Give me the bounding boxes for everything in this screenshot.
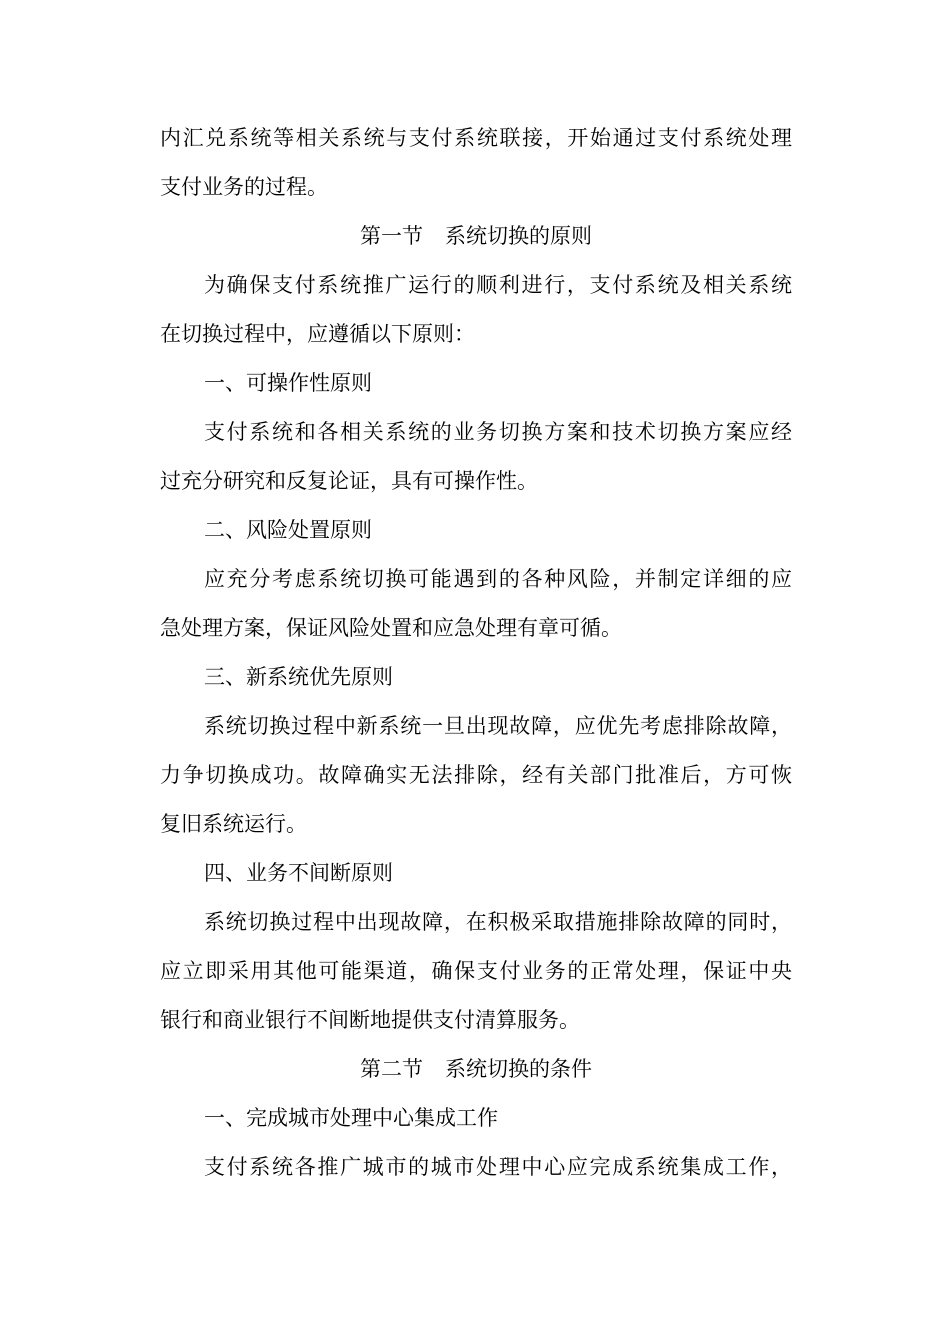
principle-heading: 四、业务不间断原则 [204, 861, 393, 885]
paragraph-line: 应充分考虑系统切换可能遇到的各种风险，并制定详细的应 [204, 567, 792, 591]
paragraph-line: 为确保支付系统推广运行的顺利进行，支付系统及相关系统 [204, 273, 792, 297]
paragraph-line: 应立即采用其他可能渠道，确保支付业务的正常处理，保证中央 [160, 959, 792, 983]
condition-heading: 一、完成城市处理中心集成工作 [204, 1106, 498, 1130]
paragraph-line: 支付系统和各相关系统的业务切换方案和技术切换方案应经 [204, 420, 792, 444]
principle-heading: 二、风险处置原则 [204, 518, 372, 542]
section-number: 第一节 [360, 224, 423, 248]
section-number: 第二节 [360, 1057, 423, 1081]
paragraph-line: 过充分研究和反复论证，具有可操作性。 [160, 469, 538, 493]
section-name: 系统切换的条件 [445, 1057, 592, 1081]
paragraph-line: 系统切换过程中出现故障，在积极采取措施排除故障的同时， [204, 910, 792, 934]
section-title-2 [160, 1045, 792, 1094]
section-title-1 [160, 212, 792, 261]
paragraph-line: 在切换过程中，应遵循以下原则： [160, 322, 475, 346]
document-body [160, 114, 792, 1192]
paragraph-line: 复旧系统运行。 [160, 812, 307, 836]
section-name: 系统切换的原则 [445, 224, 592, 248]
paragraph-line: 力争切换成功。故障确实无法排除，经有关部门批准后，方可恢 [160, 763, 792, 787]
principle-heading: 三、新系统优先原则 [204, 665, 393, 689]
paragraph-line: 急处理方案，保证风险处置和应急处理有章可循。 [160, 616, 622, 640]
paragraph-line: 银行和商业银行不间断地提供支付清算服务。 [160, 1008, 580, 1032]
paragraph-line: 支付系统各推广城市的城市处理中心应完成系统集成工作， [204, 1155, 792, 1179]
paragraph-line: 系统切换过程中新系统一旦出现故障，应优先考虑排除故障， [204, 714, 792, 738]
paragraph-line: 内汇兑系统等相关系统与支付系统联接，开始通过支付系统处理 [160, 126, 792, 150]
paragraph-line: 支付业务的过程。 [160, 175, 328, 199]
principle-heading: 一、可操作性原则 [204, 371, 372, 395]
